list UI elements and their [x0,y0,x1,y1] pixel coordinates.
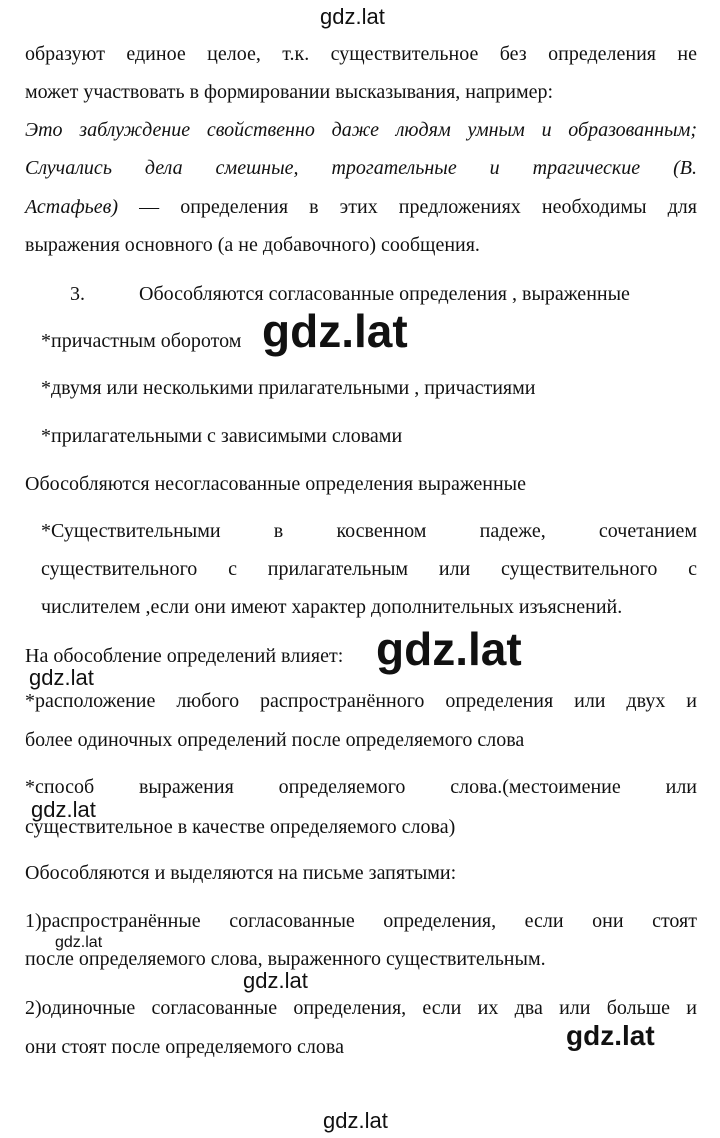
watermark-mid: gdz.lat [243,968,308,993]
watermark-tiny: gdz.lat [55,934,103,951]
text-line-13: существительного с прилагательным или существительного с [41,558,697,580]
text-line-12: *Существительными в косвенном падеже, сочетанием [41,520,697,542]
text-line-16: *расположение любого распространённого определения или двух и [25,690,697,712]
text-line-19: существительное в качестве определяемого слова) [25,816,456,838]
text-line-14: числителем ,если они имеют характер дополнительных изъяснений. [41,596,623,618]
text-line-24: они стоят после определяемого слова [25,1036,344,1058]
text-line-15: На обособление определений влияет: [25,645,344,667]
text-line-9: *двумя или несколькими прилагательными , причастиями [41,377,536,399]
list-number-3: 3. [70,283,85,305]
text-line-20: Обособляются и выделяются на письме запятыми: [25,862,457,884]
watermark-top: gdz.lat [320,4,385,29]
watermark-right: gdz.lat [566,1020,655,1051]
text-line-23: 2)одиночные согласованные определения, если их два или больше и [25,997,697,1019]
text-line-22: после определяемого слова, выраженного существительным. [25,948,546,970]
text-line-5 [25,195,697,219]
text-line-8: *причастным оборотом [41,330,242,352]
text-line-21: 1)распространённые согласованные определения, если они стоят [25,910,697,932]
watermark-small-2: gdz.lat [31,797,96,822]
watermark-bottom: gdz.lat [323,1108,388,1133]
watermark-large-1: gdz.lat [262,305,408,357]
text-line-3: Это заблуждение свойственно даже людям умным и образованным; [25,119,697,141]
text-line-18: *способ выражения определяемого слова.(местоимение или [25,776,697,798]
text-line-11: Обособляются несогласованные определения выраженные [25,473,526,495]
text-line-2: может участвовать в формировании высказывания, например: [25,81,554,103]
watermark-large-2: gdz.lat [376,623,522,675]
text-line-7: Обособляются согласованные определения , выраженные [139,283,630,305]
text-line-4: Случались дела смешные, трогательные и трагические (В. [25,157,697,179]
watermark-small-1: gdz.lat [29,665,94,690]
text-line-5-rest: — определения в этих предложениях необходимы для [118,196,697,218]
text-line-1: образуют единое целое, т.к. существительное без определения не [25,43,697,65]
author-name: Астафьев) [25,196,118,218]
text-line-17: более одиночных определений после определяемого слова [25,729,525,751]
text-line-10: *прилагательными с зависимыми словами [41,425,403,447]
text-line-6: выражения основного (а не добавочного) сообщения. [25,234,480,256]
